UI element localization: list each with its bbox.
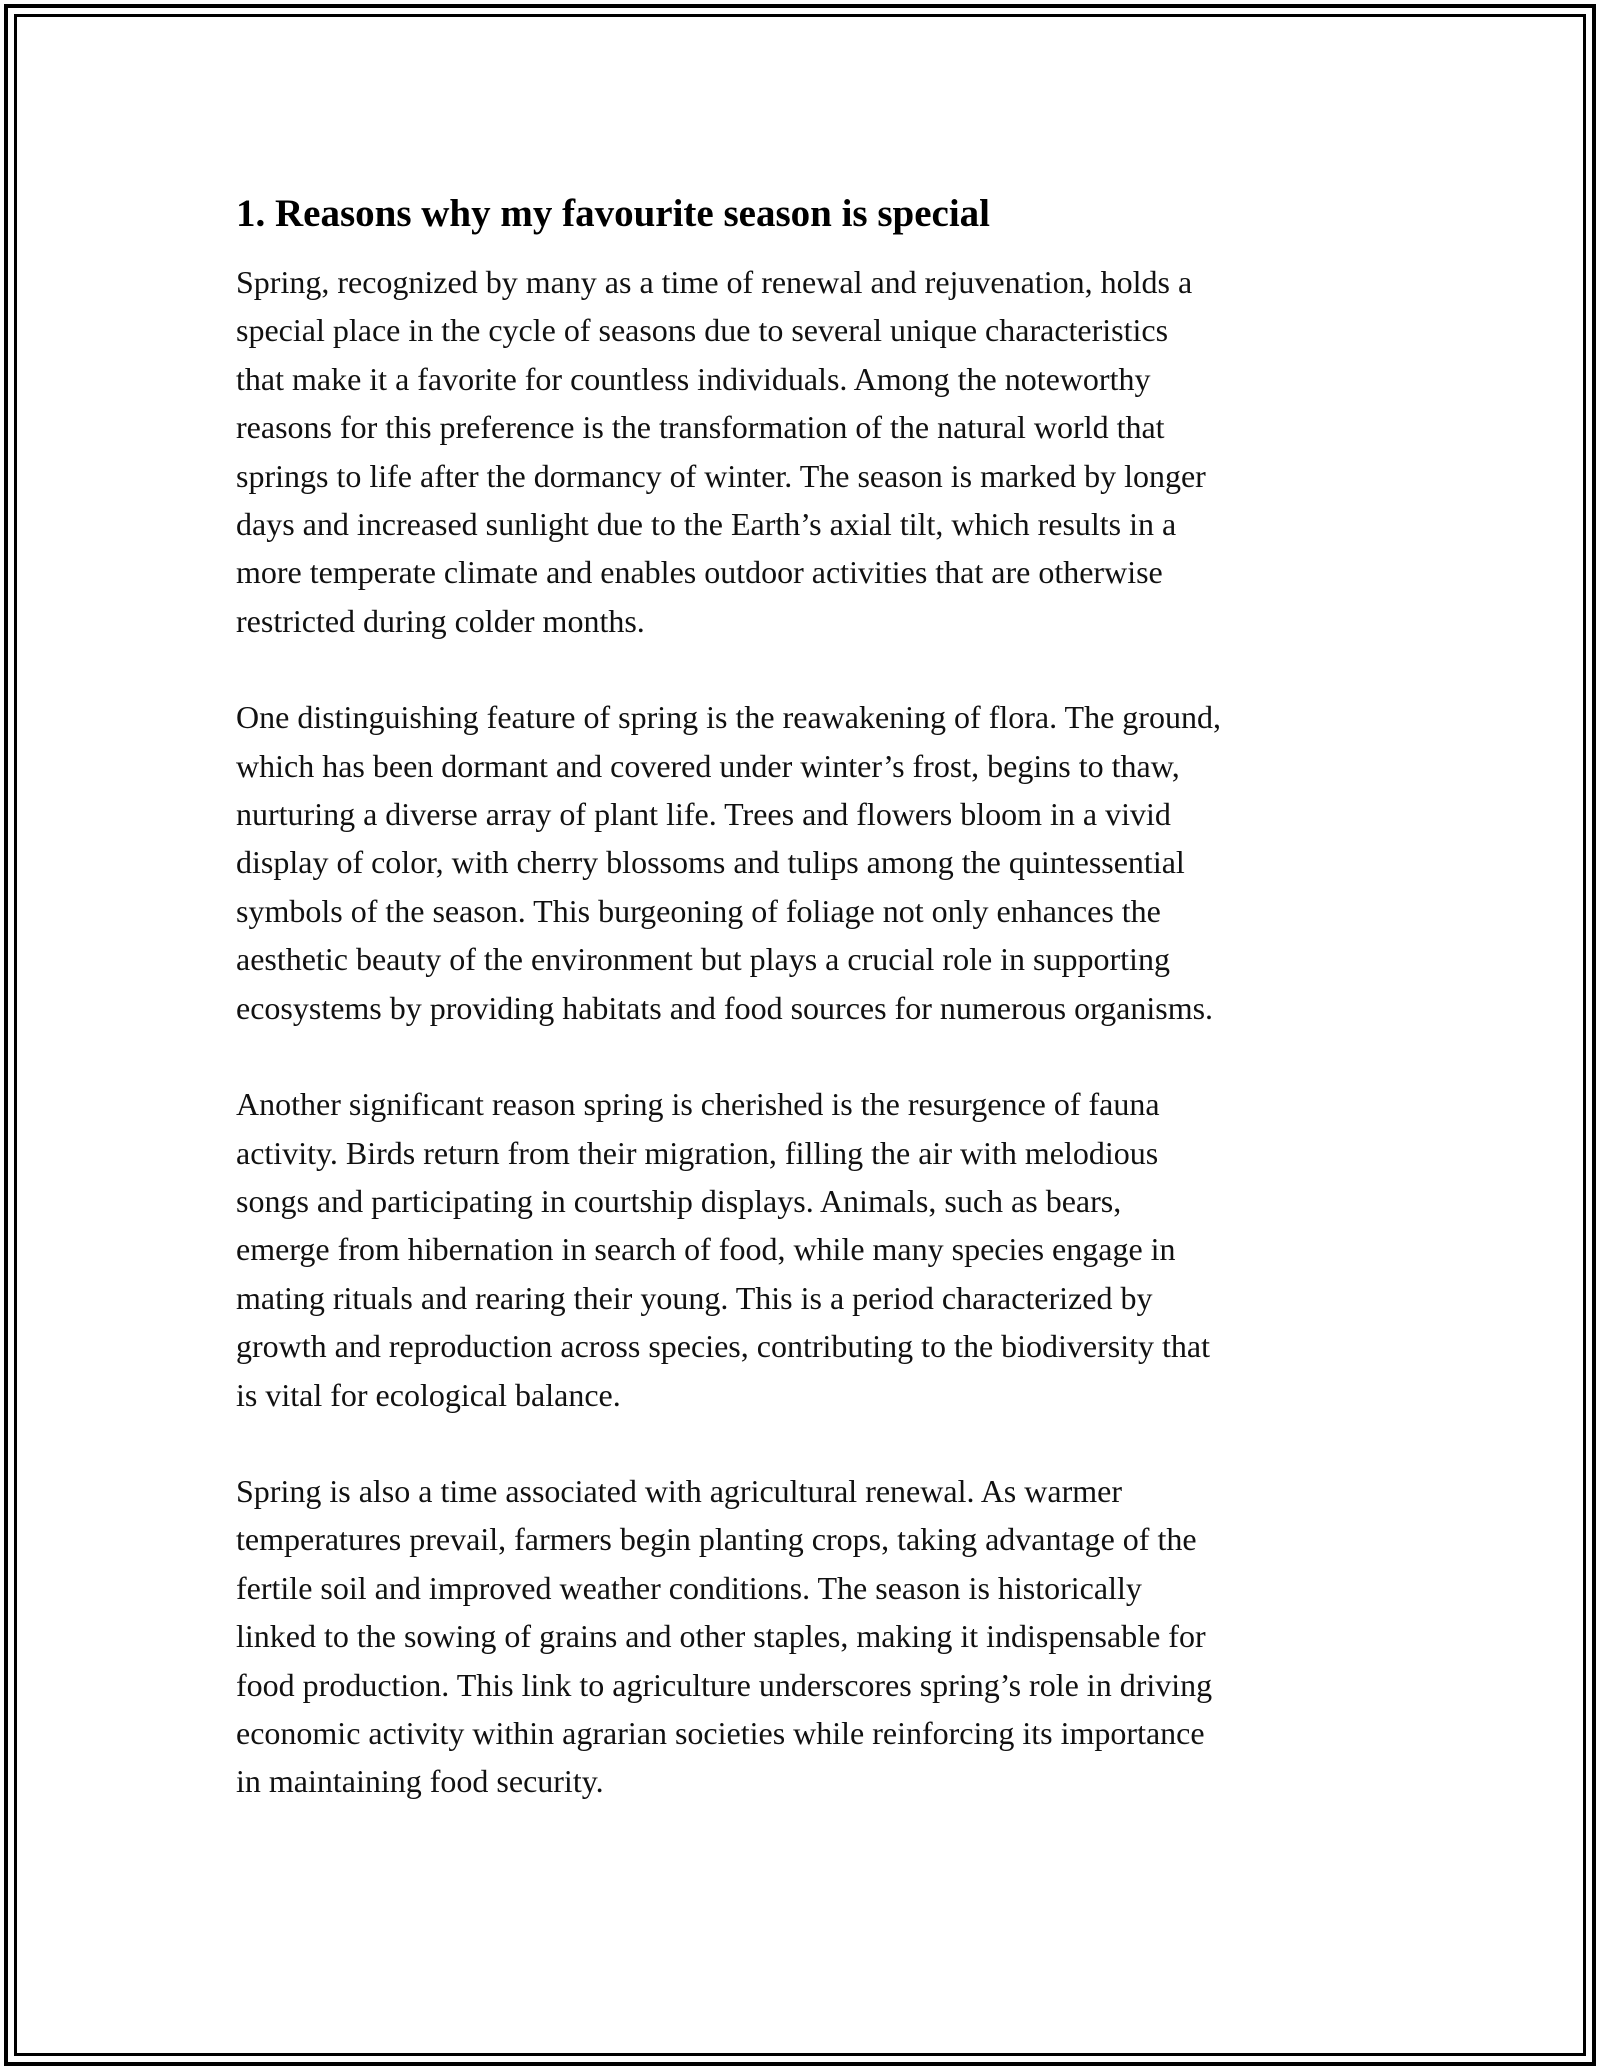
- paragraph-fauna: Another significant reason spring is cherished is the resurgence of fauna activity. Birds return from their migration, filling the air with melodious songs and participating in courtship displays. Animals, such as bears, emerge from hibernation in search of food, while many species engage in mating rituals and rearing their young. This is a period characterized by growth and reproduction across species, contributing to the biodiversity that is vital for ecological balance.: [236, 1086, 1210, 1413]
- paragraph-agriculture: Spring is also a time associated with agricultural renewal. As warmer temperatures prevail, farmers begin planting crops, taking advantage of the fertile soil and improved weather conditions. The season is historically linked to the sowing of grains and other staples, making it indispensable for food production. This link to agriculture underscores spring’s role in driving economic activity within agrarian societies while reinforcing its importance in maintaining food security.: [236, 1472, 1213, 1800]
- section-heading: 1. Reasons why my favourite season is special: [236, 192, 991, 235]
- paragraph-intro: Spring, recognized by many as a time of renewal and rejuvenation, holds a special place in the cycle of seasons due to several unique characteristics that make it a favorite for countless individuals. Among the noteworthy reasons for this preference is the transformation of the natural world that springs to life after the dormancy of winter. The season is marked by longer days and increased sunlight due to the Earth’s axial tilt, which results in a more temperate climate and enables outdoor activities that are otherwise restricted during colder months.: [236, 264, 1206, 639]
- document-body: [236, 186, 1376, 1806]
- paragraph-flora: One distinguishing feature of spring is the reawakening of flora. The ground, which has been dormant and covered under winter’s frost, begins to thaw, nurturing a diverse array of plant life. Trees and flowers bloom in a vivid display of color, with cherry blossoms and tulips among the quintessential symbols of the season. This burgeoning of foliage not only enhances the aesthetic beauty of the environment but plays a crucial role in supporting ecosystems by providing habitats and food sources for numerous organisms.: [236, 699, 1221, 1026]
